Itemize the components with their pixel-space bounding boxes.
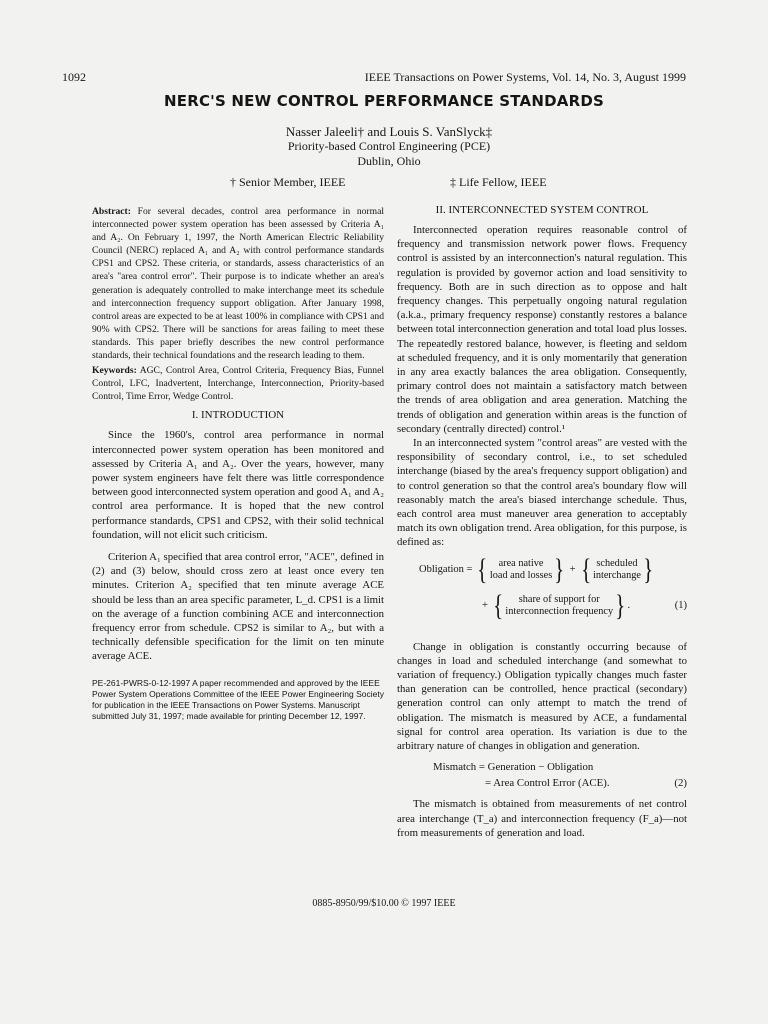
publication-note: PE-261-PWRS-0-12-1997 A paper recommended and approved by the IEEE Power System Operations Committee of the IEEE Power Engineering Society for publication in the IEEE Transactions on Power Systems. Manuscript submitted July 31, 1997; made available for printing December 12, 1997. (92, 677, 384, 722)
section2-paragraph-2: In an interconnected system "control areas" are vested with the responsibility of secondary control, i.e., to set scheduled interchange (biased by the area's frequency support obligation) and to control generation so that the control area's boundary flow will reasonably match the area's biased interchange schedule. Thus, each control area must maneuver area generation to acceptably match its own obligation trend. Area obligation, for this purpose, is defined as: (397, 437, 687, 549)
keywords-text: AGC, Control Area, Control Criteria, Frequency Bias, Funnel Control, LFC, Inadvertent, Interchange, Interconnection, Priority-based Control, Time Error, Wedge Control. (92, 365, 384, 403)
copyright-footer: 0885-8950/99/$10.00 © 1997 IEEE (312, 898, 456, 909)
eq1-number: (1) (674, 600, 687, 612)
abstract-text: For several decades, control area performance in normal interconnected power system operation has been assessed by Criteria A₁ and A₂. On February 1, 1997, the North American Electric Reliability Council (NERC) replaced A₁ and A₂ with control performance standards CPS1 and CPS2. These criteria, or standards, assess characteristics of an area's "area control error". Their purpose is to indicate whether an area's generation is adequately controlled to make interchange meet its schedule and interconnection frequency support obligation. After January 1998, control areas are expected to be at least 100% in compliance with CPS1 and 90% with CPS2. There will be sanctions for areas failing to meet these standards. This paper briefly describes the new control performance standards, their technical foundations and the research leading to them. (92, 206, 384, 362)
intro-paragraph-2: Criterion A₁ specified that area control error, "ACE", defined in (2) and (3) below, should cross zero at least once every ten minutes. Criterion A₂ specified that ten minute average ACE should be less than an area specific parameter, L_d. CPS1 is a limit on the average of a function combining ACE and interconnection frequency error from schedule. CPS2 is similar to A₂, but with a technically defensible specification for the limit on ten minute average ACE. (92, 551, 384, 663)
affiliation: Priority-based Control Engineering (PCE) (287, 139, 491, 153)
section2-paragraph-4: The mismatch is obtained from measurements of net control area interchange (T_a) and interconnection frequency (F_a)—not from measurements of generation and load. (397, 798, 687, 839)
eq2-line-2: = Area Control Error (ACE). (485, 777, 610, 790)
eq1-end: . (627, 600, 631, 612)
eq1-plus: + (569, 564, 576, 576)
eq1-lhs: Obligation = (419, 564, 473, 576)
authors: Nasser Jaleeli† and Louis S. VanSlyck‡ (285, 124, 493, 139)
section2-paragraph-3: Change in obligation is constantly occurring because of changes in load and scheduled interchange (and somewhat to variation of frequency.) Obligation typically changes much faster than generation can be controlled, hence practical (secondary) generation control can only attempt to match the trend of obligation. The mismatch is measured by ACE, a fundamental signal for control area operation. Its variation is due to the arbitrary nature of changes in obligation and generation. (397, 640, 687, 753)
footnote-senior: † Senior Member, IEEE (230, 175, 346, 189)
eq1-term3-bottom: interconnection frequency (505, 605, 614, 617)
journal-header: IEEE Transactions on Power Systems, Vol. 14, No. 3, August 1999 (364, 70, 686, 84)
equation-2 (397, 759, 687, 791)
right-column (397, 203, 687, 840)
eq1-term1-bottom: load and losses (489, 569, 553, 581)
eq1-term2-top: scheduled (596, 557, 638, 569)
footnote-fellow: ‡ Life Fellow, IEEE (450, 175, 547, 189)
equation-1: Obligation = { area native load and losses } + { scheduled interchange } + { share of support for interconnection frequency } . (1) (419, 552, 687, 622)
eq1-term2-bottom: interchange (592, 569, 641, 581)
eq1-term1-top: area native (498, 557, 544, 569)
eq2-number: (2) (674, 777, 687, 790)
paper-title: NERC'S NEW CONTROL PERFORMANCE STANDARDS (164, 92, 604, 110)
intro-paragraph-1: Since the 1960's, control area performance in normal interconnected power system operation has been monitored and assessed by Criteria A₁ and A₂. Over the years, however, many power system engineers have felt there was little correspondence between good interconnected system operation and good A₁ and A₂ control area performance. It is hoped that the new control performance standards, CPS1 and CPS2, with their solid technical foundation, will not elicit such criticism. (92, 429, 384, 541)
abstract (92, 205, 384, 362)
keywords (92, 364, 384, 403)
keywords-label: Keywords: (92, 365, 137, 377)
city: Dublin, Ohio (357, 154, 421, 168)
section2-paragraph-1: Interconnected operation requires reasonable control of frequency and transmission network power flows. Frequency control is assisted by an interconnection's natural regulation. This regulation is provided by governor action and load sensitivity to frequency. Both are in such direction as to oppose and halt frequency changes. This perpetually ongoing natural regulation (a.k.a., primary frequency response) constantly restores a balance between total interconnection generation and total load plus losses. The repeatedly restored balance, however, is fleeting and seldom at scheduled frequency, and it is only momentarily that generation in any area exactly balances the area obligation. Consequently, primary control does not maintain a satisfactory match between the trends of area obligation and area generation. Matching the trends of obligation and generation within areas is the function of secondary (centrally directed) control.¹ (397, 224, 687, 435)
section-heading-introduction: I. INTRODUCTION (191, 409, 285, 422)
abstract-label: Abstract: (92, 206, 131, 217)
page-number: 1092 (62, 70, 86, 84)
eq1-term3-top: share of support for (518, 593, 600, 605)
eq1-plus-2: + (482, 600, 488, 612)
section-heading-interconnected: II. INTERCONNECTED SYSTEM CONTROL (435, 204, 649, 216)
eq2-line-1: Mismatch = Generation − Obligation (433, 761, 594, 774)
left-column (92, 205, 384, 722)
